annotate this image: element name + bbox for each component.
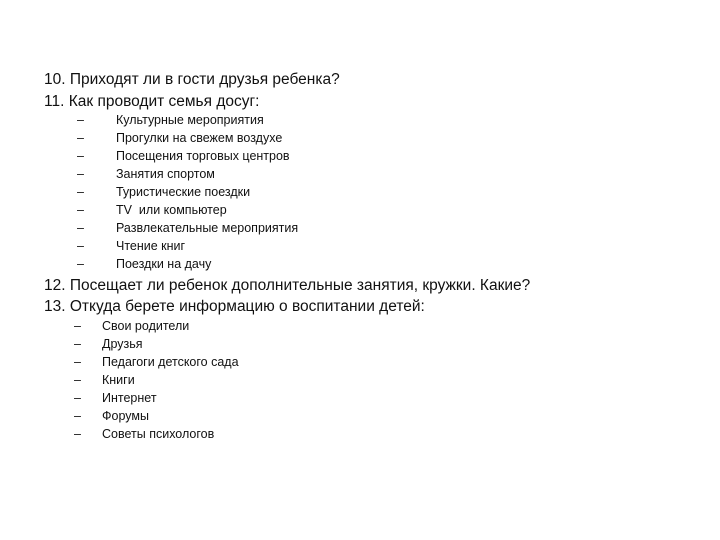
dash-bullet: – (74, 373, 81, 387)
list-item (74, 317, 239, 335)
dash-bullet: – (77, 131, 84, 145)
list-item (74, 389, 239, 407)
leisure-options-list (77, 111, 299, 273)
list-item (77, 147, 298, 165)
list-item-label: Свои родители (102, 319, 190, 333)
list-item-label: Туристические поездки (116, 185, 251, 199)
dash-bullet: – (77, 257, 84, 271)
list-item-label: Культурные мероприятия (116, 113, 264, 127)
list-item-label: Прогулки на свежем воздухе (116, 131, 283, 145)
dash-bullet: – (77, 113, 84, 127)
dash-bullet: – (74, 355, 81, 369)
list-item-label: Поездки на дачу (116, 257, 212, 271)
list-item-label: Советы психологов (102, 427, 215, 441)
list-item-label: Развлекательные мероприятия (116, 221, 299, 235)
dash-bullet: – (77, 185, 84, 199)
list-item-label: Друзья (102, 337, 143, 351)
list-item (77, 219, 299, 237)
list-item-label: Форумы (102, 409, 149, 423)
dash-bullet: – (77, 149, 84, 163)
list-item (74, 425, 239, 443)
list-item-label: Занятия спортом (116, 167, 215, 181)
list-item-label: Чтение книг (116, 239, 186, 253)
list-item-label: Педагоги детского сада (102, 355, 239, 369)
list-item (74, 371, 239, 389)
dash-bullet: – (77, 203, 84, 217)
question-13: 13. Откуда берете информацию о воспитании детей: (44, 298, 425, 315)
list-item (77, 129, 298, 147)
dash-bullet: – (74, 337, 81, 351)
dash-bullet: – (74, 391, 81, 405)
list-item (77, 237, 298, 255)
list-item (77, 183, 298, 201)
information-sources-list (74, 317, 239, 443)
dash-bullet: – (74, 319, 81, 333)
dash-bullet: – (77, 239, 84, 253)
list-item-label: Посещения торговых центров (116, 149, 290, 163)
dash-bullet: – (74, 409, 81, 423)
list-item (77, 111, 298, 129)
list-item-label: Интернет (102, 391, 157, 405)
list-item-label: TV или компьютер (116, 203, 227, 217)
list-item (74, 407, 239, 425)
list-item (74, 353, 239, 371)
list-item-label: Книги (102, 373, 135, 387)
list-item (77, 165, 298, 183)
question-11: 11. Как проводит семья досуг: (44, 93, 260, 110)
dash-bullet: – (77, 167, 84, 181)
dash-bullet: – (74, 427, 81, 441)
list-item (77, 201, 298, 219)
list-item (74, 335, 239, 353)
list-item (77, 255, 298, 273)
question-12: 12. Посещает ли ребенок дополнительные занятия, кружки. Какие? (44, 277, 531, 294)
dash-bullet: – (77, 221, 84, 235)
question-10: 10. Приходят ли в гости друзья ребенка? (44, 71, 340, 88)
